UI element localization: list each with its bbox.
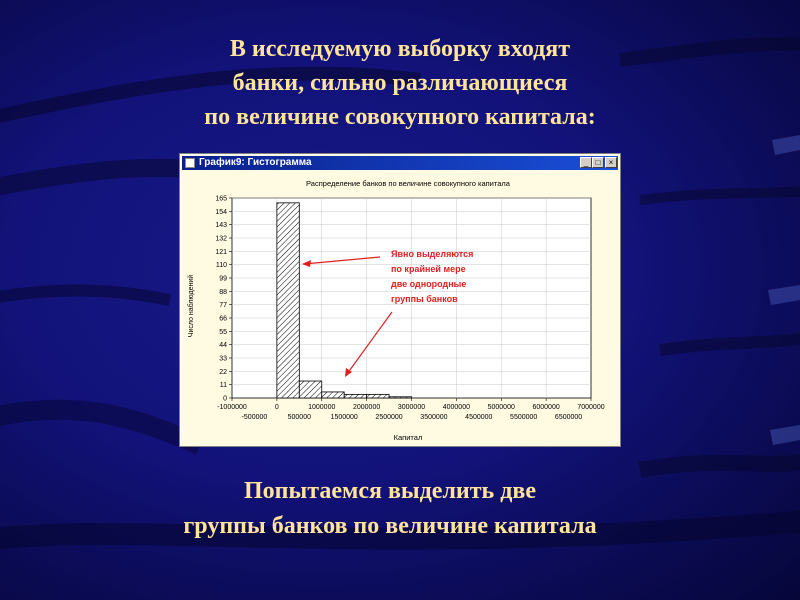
annotation-line-1: Явно выделяются — [391, 249, 474, 259]
slide-subtitle-line-2: группы банков по величине капитала — [183, 513, 597, 539]
histogram-bar — [299, 381, 321, 398]
x-tick-label: 2000000 — [352, 404, 381, 411]
histogram-bar — [344, 394, 366, 398]
slide-title-line-2: банки, сильно различающиеся — [232, 70, 568, 96]
chart-y-axis-label: Число наблюдений — [188, 274, 195, 338]
y-tick-label: 154 — [215, 208, 227, 216]
y-tick-label: 99 — [219, 275, 227, 283]
x-tick-label: 3000000 — [397, 404, 426, 411]
y-tick-label: 77 — [219, 302, 227, 310]
x-tick-label: 1000000 — [308, 404, 336, 411]
histogram-bar — [389, 397, 411, 398]
y-tick-label: 11 — [219, 382, 227, 390]
x-tick-label-secondary: 4500000 — [465, 414, 493, 421]
y-tick-label: 110 — [215, 262, 227, 270]
slide-title-line-1: В исследуемую выборку входят — [229, 36, 571, 62]
slide-subtitle-line-1: Попытаемся выделить две — [244, 478, 536, 504]
x-tick-label-secondary: 3500000 — [420, 414, 448, 421]
window-title: График9: Гистограмма — [199, 157, 312, 168]
chart-x-axis-label: Капитал — [393, 433, 423, 442]
histogram-bar — [322, 392, 344, 398]
x-tick-label: 6000000 — [532, 404, 560, 411]
y-tick-label: 88 — [219, 288, 227, 296]
y-tick-label: 132 — [215, 235, 227, 243]
y-tick-label: 33 — [219, 355, 227, 363]
x-tick-label: 5000000 — [487, 404, 515, 411]
slide-title — [0, 32, 800, 134]
y-tick-label: 121 — [215, 248, 227, 256]
x-tick-label: 7000000 — [577, 404, 605, 411]
x-tick-label-secondary: 1500000 — [330, 414, 358, 421]
y-tick-label: 143 — [215, 222, 227, 230]
annotation-line-3: две однородные — [391, 279, 467, 289]
histogram-bar — [277, 203, 299, 398]
y-tick-label: 55 — [219, 328, 227, 336]
slide-title-line-3: по величине совокупного капитала: — [204, 104, 596, 130]
histogram-chart — [180, 154, 622, 448]
y-tick-label: 22 — [219, 368, 227, 376]
x-tick-label-secondary: 500000 — [287, 414, 311, 421]
y-tick-label: 66 — [219, 315, 227, 323]
x-tick-label-secondary: -500000 — [241, 414, 268, 421]
x-tick-label: 4000000 — [442, 404, 471, 411]
x-tick-label: 0 — [274, 404, 279, 411]
x-tick-label: -1000000 — [217, 404, 247, 411]
x-tick-label-secondary: 5500000 — [510, 414, 538, 421]
y-tick-label: 165 — [215, 195, 227, 203]
annotation-line-2: по крайней мере — [391, 264, 466, 274]
close-button[interactable]: × — [605, 157, 617, 168]
minimize-button[interactable]: _ — [580, 157, 592, 168]
x-tick-label-secondary: 2500000 — [375, 414, 403, 421]
histogram-bar — [367, 394, 389, 398]
x-tick-label-secondary: 6500000 — [554, 414, 583, 421]
histogram-window[interactable] — [179, 153, 621, 447]
slide-subtitle — [0, 474, 780, 544]
chart-title: Распределение банков по величине совокупного капитала — [306, 179, 510, 188]
y-tick-label: 0 — [223, 395, 227, 403]
maximize-button[interactable]: □ — [592, 157, 604, 168]
annotation-line-4: группы банков — [391, 294, 458, 304]
y-tick-label: 44 — [219, 342, 227, 350]
